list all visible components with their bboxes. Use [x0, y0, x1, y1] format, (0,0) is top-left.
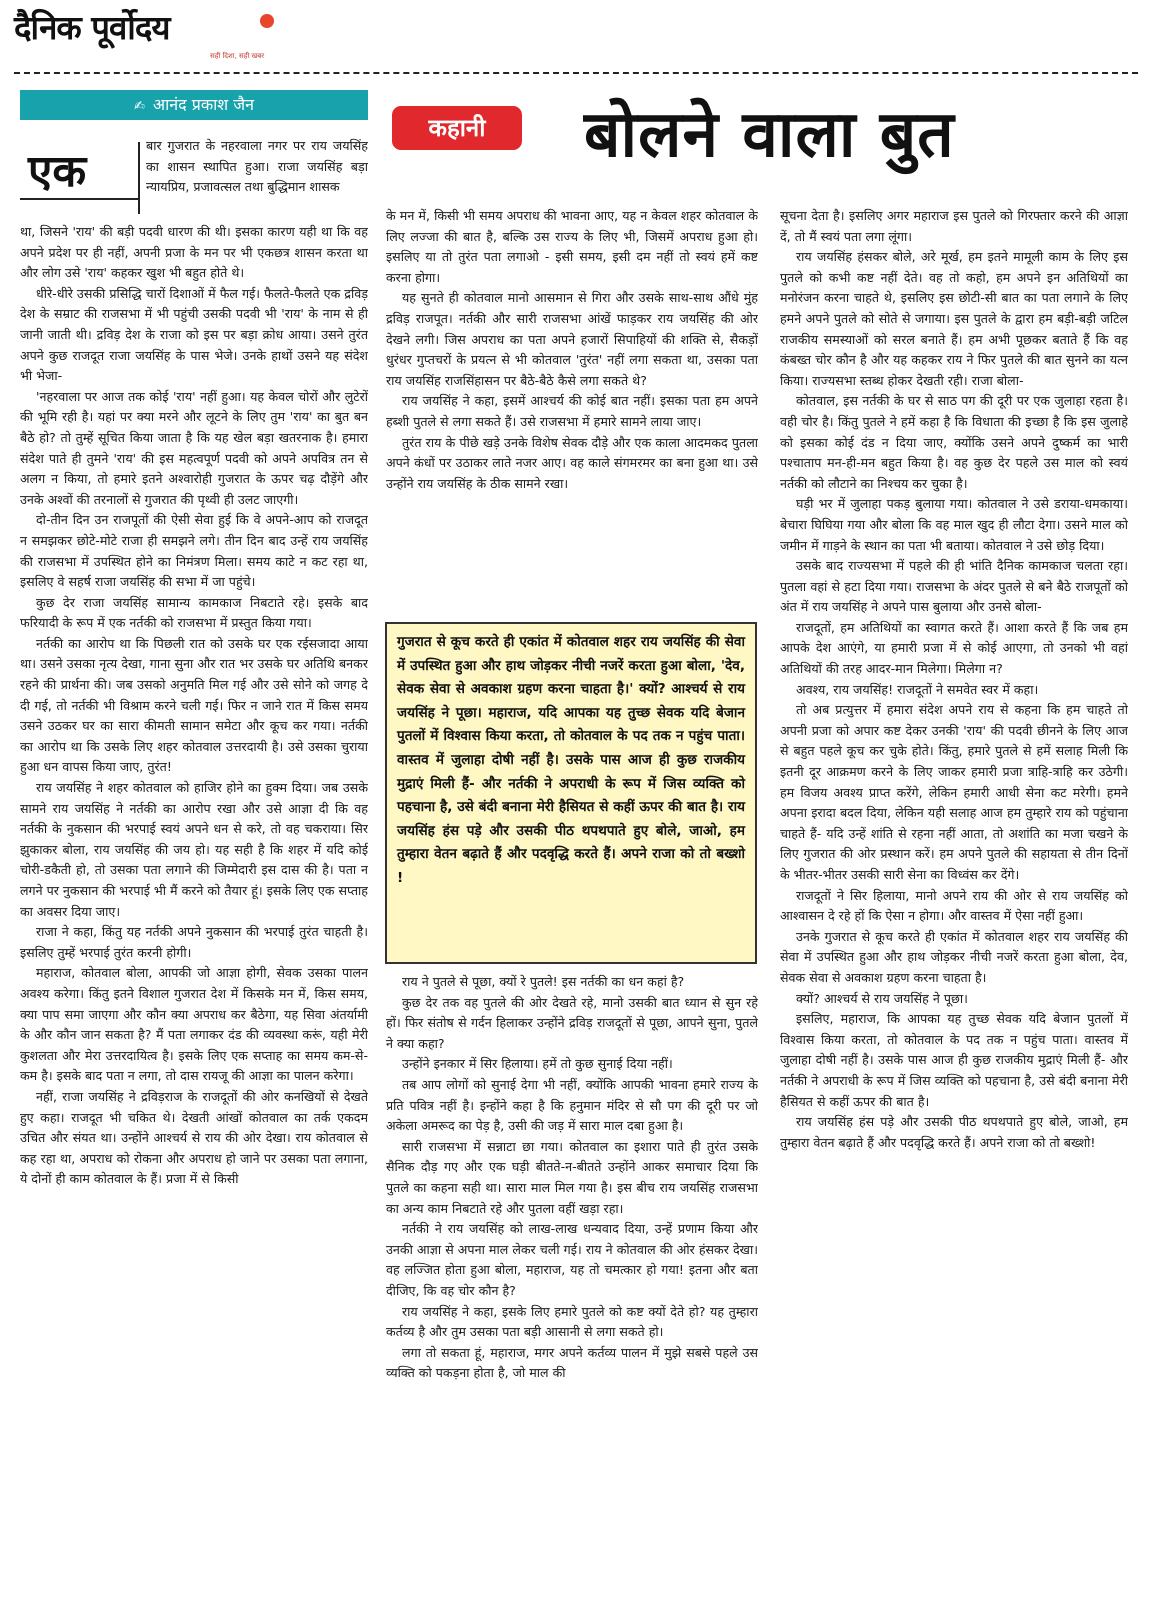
paragraph: क्यों? आश्चर्य से राय जयसिंह ने पूछा।: [796, 990, 968, 1006]
dropcap-frame: [20, 142, 138, 212]
paragraph: तो अब प्रत्युत्तर में हमारा संदेश अपने राय से कहना कि हम चाहते तो अपनी प्रजा को अपार कष्ट देकर उनकी 'राय' की पदवी छीनने के लिए आज से बहुत पहले कूच कर चुके होते। किंतु, हमारे पुतले से हमें सलाह मिली कि इतनी दूर आक्रमण करने के लिए जाकर हमारी प्रजा त्राहि-त्राहि कर उठेगी। हम विजय अवश्य प्राप्त करेंगे, लेकिन हमारी आधी सेना कट मरेगी। हमने अपना इरादा बदल दिया, लेकिन यही सलाह आज हम तुम्हारे राय को पहुंचाना चाहते हैं- यदि उन्हें शांति से रहना नहीं आता, तो अशांति का मजा चखने के लिए गुजरात की ओर प्रस्थान करें। हम अपने पुतले की सहायता से तीन दिनों के भीतर-भीतर उसकी सारी सेना का विध्वंस कर देंगे।: [780, 702, 1128, 882]
paragraph: राय जयसिंह ने कहा, इसके लिए हमारे पुतले को कष्ट क्यों देते हो? यह तुम्हारा कर्तव्य है और तुम उसका पता बड़ी आसानी से लगा सकते हो।: [386, 1303, 758, 1340]
paragraph: तब आप लोगों को सुनाई देगा भी नहीं, क्योंकि आपकी भावना हमारे राज्य के प्रति पवित्र नहीं है। इन्होंने कहा है कि हनुमान मंदिर से सौ पग की दूरी पर जो अकेला अमरूद का पेड़ है, उसी की जड़ में सारा माल दबा हुआ है।: [386, 1076, 758, 1134]
paragraph: राय जयसिंह हंसकर बोले, अरे मूर्ख, हम इतने मामूली काम के लिए इस पुतले को कभी कष्ट नहीं देते। वह तो कहो, हम अपने इन अतिथियों का मनोरंजन करना चाहते थे, इसलिए इस छोटी-सी बात का पता लगाने के लिए हमने अपने पुतले को सोते से जगाया। इस पुतले के द्वारा हम बड़ी-बड़ी जटिल राजकीय समस्याओं को सरल बनाते हैं। हम अभी पूछकर बताते हैं कि वह कंबख्त चोर कौन है और यह कहकर राय ने फिर पुतले की बात सुनने का यत्न किया। राज्यसभा स्तब्ध होकर देखती रही। राजा बोला-: [780, 249, 1128, 388]
header-divider: [14, 72, 1138, 74]
newspaper-name: दैनिक पूर्वोदय: [14, 8, 170, 47]
dropcap-vertical-rule: [138, 142, 140, 214]
newspaper-tagline: सही दिशा, सही खबर: [210, 52, 265, 60]
paragraph: सूचना देता है। इसलिए अगर महाराज इस पुतले को गिरफ्तार करने की आज्ञा दें, तो मैं स्वयं पता लगा लूंगा।: [780, 208, 1128, 244]
paragraph: राजदूतों, हम अतिथियों का स्वागत करते हैं। आशा करते हैं कि जब हम आपके देश आएंगे, या हमारी प्रजा में से कोई आएगा, तो उनको भी वहां अतिथियों की तरह आदर-मान मिलेगा। मिलेगा न?: [780, 619, 1128, 677]
paragraph: कुछ देर राजा जयसिंह सामान्य कामकाज निबटाते रहे। इसके बाद फरियादी के रूप में एक नर्तकी को राजसभा में प्रस्तुत किया गया।: [20, 594, 368, 631]
paragraph: राय जयसिंह हंस पड़े और उसकी पीठ थपथपाते हुए बोले, जाओ, हम तुम्हारा वेतन बढ़ाते हैं और पदवृद्धि करते हैं। अपने राजा को तो बख्शो!: [780, 1114, 1128, 1150]
dropcap-word: एक: [28, 146, 87, 197]
paragraph: महाराज, कोतवाल बोला, आपकी जो आज्ञा होगी, सेवक उसका पालन अवश्य करेगा। किंतु इतने विशाल गुजरात देश में किसके मन में, किस समय, क्या पाप समा जाएगा और कौन क्या अपराध कर बैठेगा, यह सिवा अंतर्यामी के और कौन जान सकता है? मैं पता लगाकर दंड की व्यवस्था करूं, यही मेरी कुशलता और मेरा उत्तरदायित्व है। इसके लिए एक सप्ताह का समय कम-से-कम है। इसके बाद पता न लगा, तो दास रायजू की आज्ञा का पालन करेगा।: [20, 965, 368, 1084]
pen-icon: ✍: [134, 99, 145, 114]
paragraph: राय जयसिंह ने कहा, इसमें आश्चर्य की कोई बात नहीं। इसका पता हम अपने हब्शी पुतले से लगा सकते हैं। उसे राजसभा में हमारे सामने लाया जाए।: [386, 393, 758, 429]
paragraph: तुरंत राय के पीछे खड़े उनके विशेष सेवक दौड़े और एक काला आदमकद पुतला अपने कंधों पर उठाकर लाते नजर आए। वह काले संगमरमर का बना हुआ था। उसे उन्होंने राय जयसिंह के ठीक सामने रखा।: [386, 434, 758, 491]
article-column-2-bottom: [386, 972, 758, 1588]
paragraph: राजदूतों ने सिर हिलाया, मानो अपने राय की ओर से राय जयसिंह को आश्वासन दे रहे हों कि ऐसा न होगा। और वास्तव में ऐसा नहीं हुआ।: [780, 887, 1128, 924]
article-column-3: [780, 206, 1128, 1590]
paragraph: घड़ी भर में जुलाहा पकड़ बुलाया गया। कोतवाल ने उसे डराया-धमकाया। बेचारा घिघिया गया और बोला कि वह माल खुद ही लौटा देगा। उसने माल को जमीन में गाड़ने के स्थान का पता भी बताया। कोतवाल ने उसे छोड़ दिया।: [780, 496, 1128, 553]
paragraph: के मन में, किसी भी समय अपराध की भावना आए, यह न केवल शहर कोतवाल के लिए लज्जा की बात है, बल्कि उस राज्य के लिए भी, जिसमें अपराध हुआ हो। इसलिए या तो तुरंत पता लगाओ - इसी समय, इसी दम नहीं तो स्वयं हमें कष्ट करना होगा।: [386, 208, 758, 285]
paragraph: राय ने पुतले से पूछा, क्यों रे पुतले! इस नर्तकी का धन कहां है?: [402, 974, 685, 989]
paragraph: लगा तो सकता हूं, महाराज, मगर अपने कर्तव्य पालन में मुझे सबसे पहले उस व्यक्ति को पकड़ना होता है, जो माल की: [386, 1344, 758, 1381]
paragraph: कुछ देर तक वह पुतले की ओर देखते रहे, मानो उसकी बात ध्यान से सुन रहे हों। फिर संतोष से गर्दन हिलाकर उन्होंने द्रविड़ राजदूतों से पूछा, आपने सुना, पुतले ने क्या कहा?: [386, 994, 758, 1051]
paragraph: राजा ने कहा, किंतु यह नर्तकी अपने नुकसान की भरपाई तुरंत चाहती है। इसलिए तुम्हें भरपाई तुरंत करनी होगी।: [20, 924, 368, 960]
category-label: कहानी: [392, 106, 522, 150]
paragraph: उसके बाद राज्यसभा में पहले की ही भांति दैनिक कामकाज चलता रहा। पुतला वहां से हटा दिया गया। राजसभा के अंदर पुतले से बने बैठे राजपूतों को अंत में राय जयसिंह ने अपने पास बुलाया और उनसे बोला-: [780, 558, 1128, 615]
paragraph: नर्तकी ने राय जयसिंह को लाख-लाख धन्यवाद दिया, उन्हें प्रणाम किया और उनकी आज्ञा से अपना माल लेकर चली गई। राय ने कोतवाल की ओर हंसकर देखा। वह लज्जित होता हुआ बोला, महाराज, यह तो चमत्कार हो गया! इतना और बता दीजिए, कि वह चोर कौन है?: [386, 1221, 758, 1298]
pull-quote-text: गुजरात से कूच करते ही एकांत में कोतवाल शहर राय जयसिंह की सेवा में उपस्थित हुआ और हाथ जोड़कर नीची नजरें करता हुआ बोला, 'देव, सेवक सेवा से अवकाश ग्रहण करना चाहता है।' क्यों? आश्चर्य से राय जयसिंह ने पूछा। महाराज, यदि आपका यह तुच्छ सेवक यदि बेजान पुतलों में विश्वास किया करता, तो कोतवाल के पद तक न पहुंच पाता। वास्तव में जुलाहा दोषी नहीं है। उसके पास आज ही कुछ राजकीय मुद्राएं मिली हैं- और नर्तकी ने अपराधी के रूप में जिस व्यक्ति को पहचाना है, उसे बंदी बनाना मेरी हैसियत से कहीं ऊपर की बात है। राय जयसिंह हंस पड़े और उसकी पीठ थपथपाते हुए बोले, जाओ, हम तुम्हारा वेतन बढ़ाते हैं और पदवृद्धि करते हैं। अपने राजा को तो बख्शो !: [397, 634, 745, 886]
author-name: आनंद प्रकाश जैन: [152, 95, 254, 114]
article-column-1: [20, 222, 368, 1588]
paragraph: अवश्य, राय जयसिंह! राजदूतों ने समवेत स्वर में कहा।: [796, 681, 1039, 697]
article-column-2-top: [386, 206, 758, 616]
pull-quote-box: [385, 622, 757, 964]
column-1-lead: [146, 136, 368, 220]
sun-logo-icon: [260, 14, 274, 28]
masthead-logo: [14, 8, 284, 64]
story-headline: बोलने वाला बुत: [584, 98, 955, 172]
paragraph: 'नहरवाला पर आज तक कोई 'राय' नहीं हुआ। यह केवल चोरों और लुटेरों की भूमि रही है। यहां पर क्या मरने और लूटने के लिए तुम 'राय' का बुत बन बैठे हो? तो तुम्हें सूचित किया जाता है कि यह खेल बड़ा खतरनाक है। हमारा संदेश पाते ही तुमने 'राय' की इस महत्वपूर्ण पदवी को अपने अपवित्र तन से अलग न किया, तो हमारे इतने अश्वारोही गुजरात के ऊपर चढ़ दौड़ेंगे और उनके अश्वों की तरनालों से गुजरात की पृथ्वी ही उलट जाएगी।: [20, 388, 368, 507]
dropcap-horizontal-rule: [20, 198, 140, 200]
lead-paragraph: बार गुजरात के नहरवाला नगर पर राय जयसिंह का शासन स्थापित हुआ। राजा जयसिंह बड़ा न्यायप्रिय, प्रजावत्सल तथा बुद्धिमान शासक: [146, 138, 368, 195]
paragraph: उन्होंने इनकार में सिर हिलाया। हमें तो कुछ सुनाई दिया नहीं।: [402, 1056, 673, 1072]
paragraph: राय जयसिंह ने शहर कोतवाल को हाजिर होने का हुक्म दिया। जब उसके सामने राय जयसिंह ने नर्तकी का आरोप रखा और उसे आज्ञा दी कि वह नर्तकी के नुकसान की भरपाई स्वयं अपने धन से करे, तो वह चकराया। सिर झुकाकर बोला, राय जयसिंह की जय हो। यह सही है कि शहर में यदि कोई चोरी-डकैती हो, तो उसका पता लगाने की जिम्मेदारी इस दास की है। पता न लगने पर नुकसान की भरपाई भी मैं करने को तैयार हूं। इसके लिए एक सप्ताह का अवसर दिया जाए।: [20, 780, 368, 919]
paragraph: यह सुनते ही कोतवाल मानो आसमान से गिरा और उसके साथ-साथ औंधे मुंह द्रविड़ राजपूत। नर्तकी और सारी राजसभा आंखें फाड़कर राय जयसिंह की ओर देखने लगी। जिस अपराध का पता अपने हजारों सिपाहियों की शक्ति से, सैकड़ों धुरंधर गुप्तचरों के प्रयत्न से भी कोतवाल 'तुरंत' नहीं लगा सकता था, उसका पता राय जयसिंह राजसिंहासन पर बैठे-बैठे कैसे लगा सकते थे?: [386, 290, 758, 388]
paragraph: सारी राजसभा में सन्नाटा छा गया। कोतवाल का इशारा पाते ही तुरंत उसके सैनिक दौड़ गए और एक घड़ी बीतते-न-बीतते उन्होंने आकर समाचार दिया कि पुतले का कहना सही था। सारा माल मिल गया है। इस बीच राय जयसिंह राजसभा का अन्य काम निबटाते रहे और पुतला वहीं खड़ा रहा।: [386, 1138, 758, 1216]
paragraph: इसलिए, महाराज, कि आपका यह तुच्छ सेवक यदि बेजान पुतलों में विश्वास किया करता, तो कोतवाल के पद तक न पहुंच पाता। वास्तव में जुलाहा दोषी नहीं है। उसके पास आज ही कुछ राजकीय मुद्राएं मिली हैं- और नर्तकी ने अपराधी के रूप में जिस व्यक्ति को पहचाना है, उसे बंदी बनाना मेरी हैसियत से कहीं ऊपर की बात है।: [780, 1011, 1128, 1109]
paragraph: धीरे-धीरे उसकी प्रसिद्धि चारों दिशाओं में फैल गई। फैलते-फैलते एक द्रविड़ देश के सम्राट की राजसभा में भी पहुंची उसकी पदवी भी 'राय' के नाम से ही जानी जाती थी। द्रविड़ देश के राजा को इस पर बड़ा क्रोध आया। उसने तुरंत अपने कुछ राजदूत राजा जयसिंह के पास भेजे। उनके हाथों उसने यह संदेश भी भेजा-: [20, 285, 368, 384]
paragraph: नर्तकी का आरोप था कि पिछली रात को उसके घर एक रईसजादा आया था। उसने उसका नृत्य देखा, गाना सुना और रात भर उसके घर अतिथि बनकर रहने की प्रार्थना की। जब उसको अनुमति मिल गई और उसे सोने को जगह दे दी गई, तो नर्तकी भी विश्राम करने चली गई। फिर न जाने रात में किस समय उसने उठकर घर का सारा कीमती सामान समेटा और कूच कर गया। नर्तकी का आरोप था कि उसके लिए शहर कोतवाल उत्तरदायी है। उसे उसका चुराया हुआ धन वापस किया जाए, तुरंत!: [20, 635, 368, 775]
paragraph: नहीं, राजा जयसिंह ने द्रविड़राज के राजदूतों की ओर कनखियों से देखते हुए कहा। राजदूत भी चकित थे। देखती आंखों कोतवाल का तर्क एकदम उचित और संयत था। उन्होंने आश्चर्य से राय की ओर देखा। राय कोतवाल से कह रहा था, अपराध को रोकना और अपराध हो जाने पर उसका पता लगाना, ये दोनों ही काम कोतवाल के हैं। प्रजा में से किसी: [20, 1088, 368, 1187]
paragraph: था, जिसने 'राय' की बड़ी पदवी धारण की थी। इसका कारण यही था कि वह अपने प्रदेश पर ही नहीं, अपनी प्रजा के मन पर भी एकछत्र शासन करता था और लोग उसे 'राय' कहकर खुश भी बहुत होते थे।: [20, 224, 368, 281]
paragraph: उनके गुजरात से कूच करते ही एकांत में कोतवाल शहर राय जयसिंह की सेवा में उपस्थित हुआ और हाथ जोड़कर नीची नजरें करता हुआ बोला, देव, सेवक सेवा से अवकाश ग्रहण करना चाहता है।: [780, 928, 1128, 985]
paragraph: दो-तीन दिन उन राजपूतों की ऐसी सेवा हुई कि वे अपने-आप को राजदूत न समझकर छोटे-मोटे राजा ही समझने लगे। तीन दिन बाद उन्हें राय जयसिंह की राजसभा में उपस्थित होने का निमंत्रण मिला। समय काटे न कट रहा था, इसलिए वे सहर्ष राजा जयसिंह की सभा में जा पहुंचे।: [20, 512, 368, 590]
author-byline: [20, 90, 368, 120]
paragraph: कोतवाल, इस नर्तकी के घर से साठ पग की दूरी पर एक जुलाहा रहता है। वही चोर है। किंतु पुतले ने हमें कहा है कि विधाता की इच्छा है कि इस जुलाहे को इसका कोई दंड न दिया जाए, क्योंकि उसने अपने दुष्कर्म का भारी पश्चाताप मन-ही-मन बहुत किया है। वह कुछ देर पहले उस माल को स्वयं नर्तकी को लौटाने का निश्चय कर चुका है।: [780, 393, 1128, 491]
